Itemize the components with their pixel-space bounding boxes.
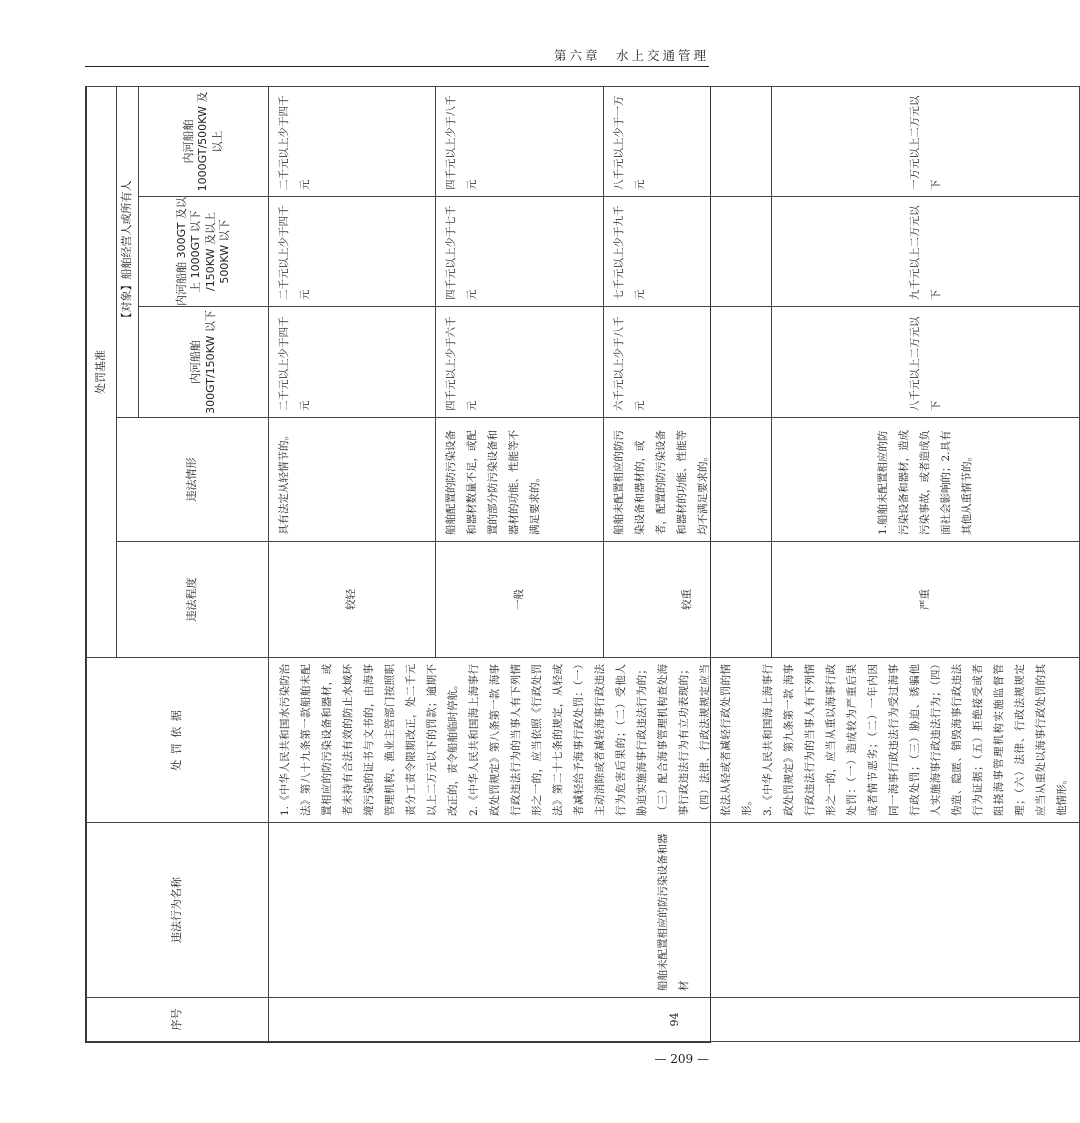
fine-general-small: 四千元以上少于六千元 (435, 307, 603, 418)
fine-light-small: 二千元以上少于四千元 (269, 307, 436, 418)
penalty-basis (269, 658, 1080, 823)
degree-light: 较轻 (269, 542, 436, 658)
penalty-table-frame (85, 86, 1068, 1043)
basis-item-2: 2.《中华人民共和国海上海事行政处罚规定》第八条第一款 海事行政违法行为的当事人有下列情形之一的，应当依照《行政处罚法》第二十七条的规定，从轻或者减轻给予海事行政处罚：（一）主动消除或者减轻海事行政违法行为危害后果的；（二）受他人胁迫实施海事行政违法行为的；（三）配合海事管理机构查处海事行政违法行为有立功表现的；（四）法律、行政法规规定应当依法从轻或者减轻行政处罚的情形。 (468, 664, 753, 816)
fine-light-large: 二千元以上少于四千元 (269, 87, 436, 197)
header-object: 【对象】船舶经营人或所有人 (117, 87, 139, 418)
header-seq: 序号 (87, 998, 269, 1042)
page-header (85, 44, 709, 67)
fine-serious-mid: 七千元以上少于九千元 (604, 197, 772, 307)
header-col-large: 内河船舶 1000GT/500KW 及以上 (139, 87, 269, 197)
header-degree: 违法程度 (117, 542, 269, 658)
header-basis: 处 罚 依 据 (87, 658, 269, 823)
penalty-standard-table (86, 86, 1080, 1042)
circumstance-general: 船舶配置的防污染设备和器材数量不足，或配置的部分防污染设备和器材的功能、性能等不满足要求的。 (435, 418, 603, 542)
chapter-title: 第六章 水上交通管理 (553, 48, 709, 63)
degree-general: 一般 (435, 542, 603, 658)
fine-light-mid: 二千元以上少于四千元 (269, 197, 436, 307)
header-col-mid: 内河船舶 300GT 及以上 1000GT 以下 /150KW 及以上 500KW 以下 (139, 197, 269, 307)
fine-general-large: 四千元以上少于八千元 (435, 87, 603, 197)
fine-severe-small: 八千元以上二万元以下 (772, 307, 1080, 418)
page-number: — 209 — (654, 1052, 709, 1066)
fine-general-mid: 四千元以上少于七千元 (435, 197, 603, 307)
fine-serious-small: 六千元以上少于八千元 (604, 307, 772, 418)
circumstance-light: 具有法定从轻情节的。 (269, 418, 436, 542)
header-col-small: 内河船舶 300GT/150KW 以下 (139, 307, 269, 418)
fine-serious-large: 八千元以上少于一万元 (604, 87, 772, 197)
header-standard: 处罚基准 (87, 87, 117, 658)
rotated-table-container (86, 87, 1068, 1042)
circumstance-severe: 1.船舶未配置相应的防污染设备和器材，造成污染事故，或者造成负面社会影响的；2.具有其他从重情节的。 (772, 418, 1080, 542)
fine-severe-mid: 九千元以上二万元以下 (772, 197, 1080, 307)
row-seq-number: 94 (269, 998, 1080, 1042)
degree-serious: 较重 (604, 542, 772, 658)
basis-item-1: 1.《中华人民共和国水污染防治法》第八十九条第一款船舶未配置相应的防污染设备和器材，或者未持有合法有效的防止水域环境污染的证书与文书的，由海事管理机构、渔业主管部门按照职责分工责令限期改正，处二千元以上二万元以下的罚款；逾期不改正的，责令船舶临时停航。 (279, 664, 459, 816)
violation-name: 船舶未配置相应的防污染设备和器材 (269, 823, 1080, 998)
basis-item-3: 3.《中华人民共和国海上海事行政处罚规定》第九条第一款 海事行政违法行为的当事人有下列情形之一的，应当从重以海事行政处罚：（一）造成较为严重后果或者情节恶劣；（二）一年内因同一海事行政违法行为受过海事行政处罚；（三）胁迫、诱骗他人实施海事行政违法行为；（四）伪造、隐匿、销毁海事行政违法行为证据；（五）拒绝接受或者阻挠海事管理机构实施监督管理；（六）法律、行政法规规定应当从重处以海事行政处罚的其他情形。 (762, 664, 1068, 816)
degree-severe: 严重 (772, 542, 1080, 658)
fine-severe-large: 一万元以上二万元以下 (772, 87, 1080, 197)
header-name: 违法行为名称 (87, 823, 269, 998)
circumstance-serious: 船舶未配置相应的防污染设备和器材的，或者，配置的防污染设备和器材的功能、性能等均不满足要求的。 (604, 418, 772, 542)
header-circumstance: 违法情形 (117, 418, 269, 542)
